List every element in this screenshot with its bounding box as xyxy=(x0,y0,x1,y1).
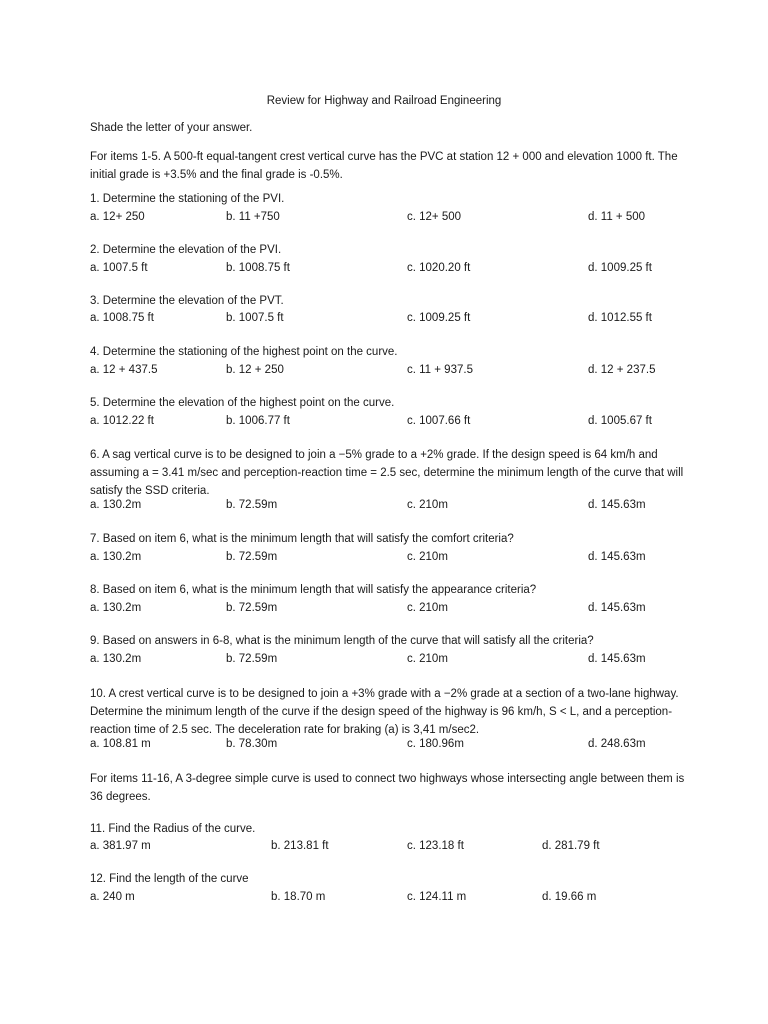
question-8-option-b: b. 72.59m xyxy=(226,602,278,614)
question-10-option-c: c. 180.96m xyxy=(407,738,464,750)
question-8-option-d: d. 145.63m xyxy=(588,602,646,614)
question-9-text: 9. Based on answers in 6-8, what is the minimum length of the curve that will satisfy all the criteria? xyxy=(90,635,594,647)
question-2-option-c: c. 1020.20 ft xyxy=(407,262,471,274)
question-1-option-d: d. 11 + 500 xyxy=(588,211,646,223)
question-5-option-c: c. 1007.66 ft xyxy=(407,415,471,427)
question-7-option-c: c. 210m xyxy=(407,551,448,563)
question-9-option-c: c. 210m xyxy=(407,653,448,665)
question-6-option-d: d. 145.63m xyxy=(588,499,646,511)
question-3-option-a: a. 1008.75 ft xyxy=(90,312,154,324)
question-8-option-c: c. 210m xyxy=(407,602,448,614)
question-7-option-d: d. 145.63m xyxy=(588,551,646,563)
question-5-option-d: d. 1005.67 ft xyxy=(588,415,652,427)
question-5-option-b: b. 1006.77 ft xyxy=(226,415,290,427)
question-4-text: 4. Determine the stationing of the highest point on the curve. xyxy=(90,346,398,358)
question-5-option-a: a. 1012.22 ft xyxy=(90,415,154,427)
question-12-option-c: c. 124.11 m xyxy=(407,891,467,903)
question-8-option-a: a. 130.2m xyxy=(90,602,142,614)
page-title: Review for Highway and Railroad Engineering xyxy=(266,95,502,107)
question-12-option-d: d. 19.66 m xyxy=(542,891,597,903)
question-6-option-a: a. 130.2m xyxy=(90,499,142,511)
question-11-text: 11. Find the Radius of the curve. xyxy=(90,823,256,835)
question-6-option-c: c. 210m xyxy=(407,499,448,511)
question-12-option-a: a. 240 m xyxy=(90,891,135,903)
question-4-option-a: a. 12 + 437.5 xyxy=(90,364,158,376)
question-1-option-c: c. 12+ 500 xyxy=(407,211,462,223)
question-10-text: 10. A crest vertical curve is to be designed to join a +3% grade with a −2% grade at a section of a two-lane highway. Determine the minimum length of the curve if the design speed of the highway is 96 km/h, S < L, and a perception-reaction time of 2.5 sec. The deceleration rate for braking (a) is 3,41 m/sec2. xyxy=(90,688,679,736)
question-9-option-a: a. 130.2m xyxy=(90,653,142,665)
question-2-text: 2. Determine the elevation of the PVI. xyxy=(90,244,282,256)
question-1-text: 1. Determine the stationing of the PVI. xyxy=(90,193,285,205)
question-3-option-b: b. 1007.5 ft xyxy=(226,312,284,324)
question-6-option-b: b. 72.59m xyxy=(226,499,278,511)
question-10-option-d: d. 248.63m xyxy=(588,738,646,750)
question-7-option-a: a. 130.2m xyxy=(90,551,142,563)
question-2-option-b: b. 1008.75 ft xyxy=(226,262,290,274)
question-11-option-c: c. 123.18 ft xyxy=(407,840,464,852)
question-2-option-d: d. 1009.25 ft xyxy=(588,262,652,274)
question-9-option-b: b. 72.59m xyxy=(226,653,278,665)
question-7-text: 7. Based on item 6, what is the minimum length that will satisfy the comfort criteria? xyxy=(90,533,514,545)
question-4-option-b: b. 12 + 250 xyxy=(226,364,284,376)
question-7-option-b: b. 72.59m xyxy=(226,551,278,563)
question-9-option-d: d. 145.63m xyxy=(588,653,646,665)
question-8-text: 8. Based on item 6, what is the minimum length that will satisfy the appearance criteria? xyxy=(90,584,537,596)
question-12-text: 12. Find the length of the curve xyxy=(90,873,249,885)
intro-items-1-5: For items 1-5. A 500-ft equal-tangent crest vertical curve has the PVC at station 12 + 000 and elevation 1000 ft. The initial grade is +3.5% and the final grade is -0.5%. xyxy=(90,151,678,181)
question-5-text: 5. Determine the elevation of the highest point on the curve. xyxy=(90,397,395,409)
question-2-option-a: a. 1007.5 ft xyxy=(90,262,148,274)
question-6-text: 6. A sag vertical curve is to be designed to join a −5% grade to a +2% grade. If the design speed is 64 km/h and assuming a = 3.41 m/sec and perception-reaction time = 2.5 sec, determine the minimum length of the curve that will satisfy the SSD criteria. xyxy=(90,449,684,497)
question-11-option-b: b. 213.81 ft xyxy=(271,840,329,852)
question-1-option-a: a. 12+ 250 xyxy=(90,211,145,223)
question-11-option-d: d. 281.79 ft xyxy=(542,840,600,852)
question-1-option-b: b. 11 +750 xyxy=(226,211,280,223)
question-4-option-c: c. 11 + 937.5 xyxy=(407,364,473,376)
question-12-option-b: b. 18.70 m xyxy=(271,891,326,903)
question-10-option-b: b. 78.30m xyxy=(226,738,278,750)
question-4-option-d: d. 12 + 237.5 xyxy=(588,364,656,376)
question-3-option-d: d. 1012.55 ft xyxy=(588,312,652,324)
question-11-option-a: a. 381.97 m xyxy=(90,840,151,852)
instruction-text: Shade the letter of your answer. xyxy=(90,122,253,134)
question-3-option-c: c. 1009.25 ft xyxy=(407,312,471,324)
intro-items-11-16: For items 11-16, A 3-degree simple curve is used to connect two highways whose intersecting angle between them is 36 degrees. xyxy=(90,773,685,803)
question-3-text: 3. Determine the elevation of the PVT. xyxy=(90,295,284,307)
question-10-option-a: a. 108.81 m xyxy=(90,738,151,750)
